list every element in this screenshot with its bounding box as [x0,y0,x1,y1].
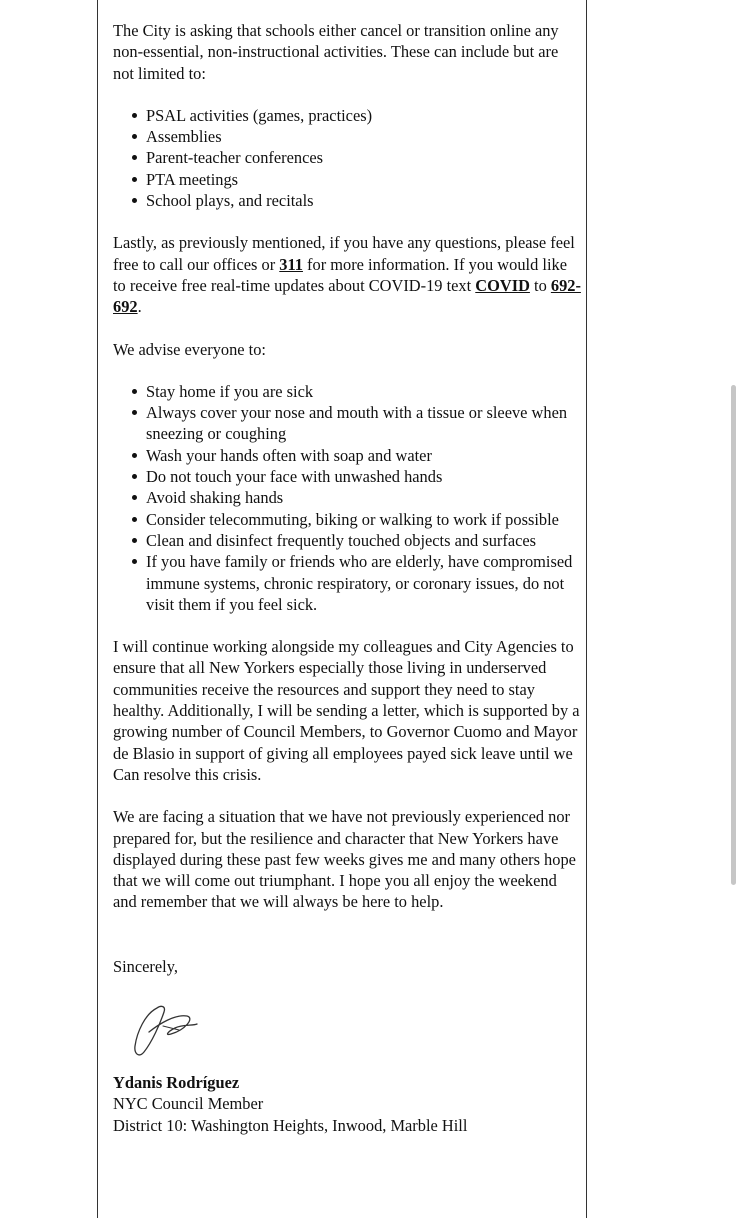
list-item: PTA meetings [146,169,583,190]
intro-paragraph: The City is asking that schools either cancel or transition online any non-essential, non-instructional activities. These can include but are not limited to: [113,21,559,83]
list-item: Always cover your nose and mouth with a tissue or sleeve when sneezing or coughing [146,402,583,445]
signer-title: NYC Council Member [113,1094,264,1114]
scrollbar-thumb[interactable] [731,385,736,885]
list-item: If you have family or friends who are elderly, have compromised immune systems, chronic respiratory, or coronary issues, do not visit them if you feel sick. [146,551,583,615]
contact-paragraph [113,232,583,317]
phone-311-link[interactable]: 311 [279,254,303,274]
signature-image [123,1002,203,1062]
sign-off: Sincerely, [113,956,178,976]
activities-list [113,105,583,211]
advice-intro: We advise everyone to: [113,339,266,359]
contact-text: for more information. If you would like to receive free real-time updates about COVID-19 text [113,254,567,295]
signer-district: District 10: Washington Heights, Inwood, Marble Hill [113,1115,468,1135]
list-item: PSAL activities (games, practices) [146,105,583,126]
list-item: Consider telecommuting, biking or walking to work if possible [146,509,583,530]
list-item: Clean and disinfect frequently touched objects and surfaces [146,530,583,551]
contact-text: Lastly, as previously mentioned, if you have any questions, please feel free to call our offices or [113,233,575,274]
list-item: Do not touch your face with unwashed hands [146,466,583,487]
contact-text: to [529,275,551,295]
list-item: Avoid shaking hands [146,487,583,508]
signer-name: Ydanis Rodríguez [113,1072,240,1092]
shortcode-link[interactable]: 692-692 [113,275,581,317]
commitment-paragraph: I will continue working alongside my colleagues and City Agencies to ensure that all New Yorkers especially those living in underserved communities receive the resources and support they need to stay healthy. Additionally, I will be sending a letter, which is supported by a growing number of Council Members, to Governor Cuomo and Mayor de Blasio in support of giving all employees payed sick leave until we Can resolve this crisis. [113,637,580,784]
signature-block [113,1072,583,1136]
list-item: Wash your hands often with soap and water [146,445,583,466]
list-item: School plays, and recitals [146,190,583,211]
advice-list [113,381,583,615]
letter-body [113,20,583,1136]
list-item: Stay home if you are sick [146,381,583,402]
contact-text: . [137,297,142,317]
closing-paragraph: We are facing a situation that we have not previously experienced nor prepared for, but the resilience and character that New Yorkers have displayed during these past few weeks gives me and many others hope that we will come out triumphant. I hope you all enjoy the weekend and remember that we will always be here to help. [113,807,576,912]
covid-keyword-link[interactable]: COVID [475,275,530,295]
list-item: Parent-teacher conferences [146,147,583,168]
list-item: Assemblies [146,126,583,147]
